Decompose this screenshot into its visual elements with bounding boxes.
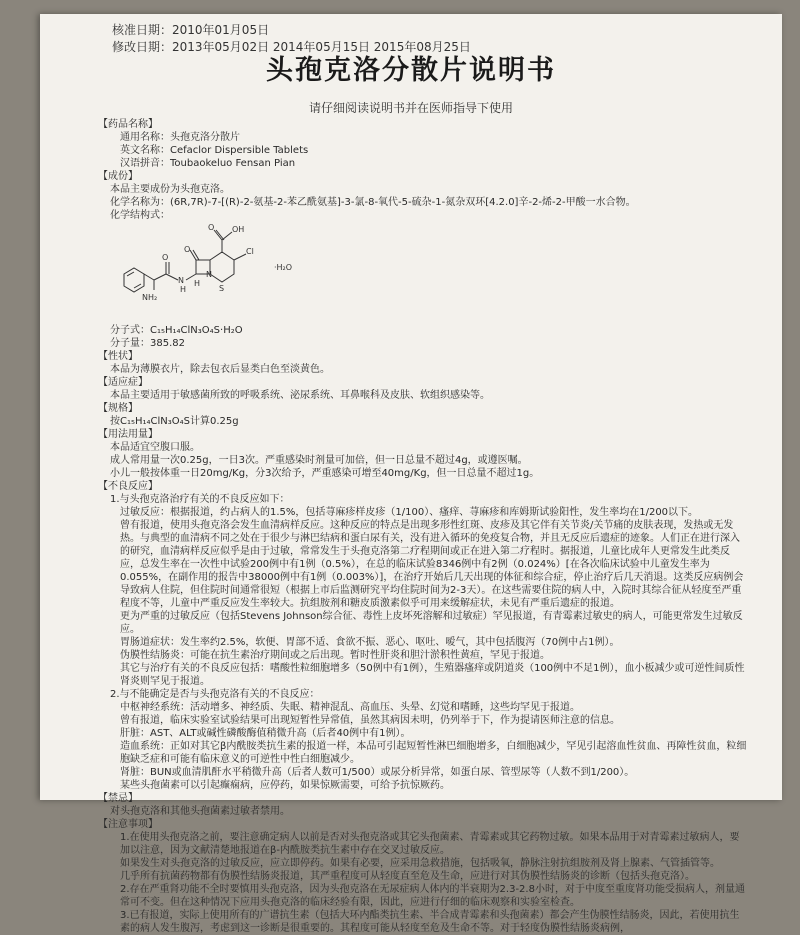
- section-spec: [98, 402, 748, 428]
- section-heading: 【注意事项】: [98, 819, 158, 830]
- atom-label: H: [180, 285, 187, 294]
- atom-label: O: [162, 253, 169, 262]
- section-heading: 【成份】: [98, 171, 138, 182]
- adverse-line: 造血系统：正如对其它β内酰胺类抗生素的报道一样，本品可引起短暂性淋巴细胞增多，白细胞减少，罕见引起溶血性贫血、再障性贫血，粒细胞缺乏症和可能有临床意义的可逆性中性白细胞减少。: [120, 741, 747, 765]
- adverse-line: 曾有报道，临床实验室试验结果可出现短暂性异常值，虽然其病因未明，仍列举于下，作为提请医师注意的信息。: [120, 715, 620, 726]
- adverse-line: 伪膜性结肠炎：可能在抗生素治疗期间或之后出现。暂时性肝炎和胆汁淤积性黄疸，罕见于报道。: [120, 650, 550, 661]
- leaflet-paper: [40, 14, 782, 934]
- adverse-line: 其它与治疗有关的不良反应包括：嗜酸性粒细胞增多（50例中有1例），生殖器瘙痒或阴道炎（100例中不足1例），血小板减少或可逆性间质性肾炎则罕见于报道。: [120, 663, 745, 687]
- section-heading: 【药品名称】: [98, 119, 158, 130]
- english-name: 英文名称：Cefaclor Dispersible Tablets: [120, 145, 309, 156]
- adverse-line: 中枢神经系统：活动增多、神经质、失眠、精神混乱、高血压、头晕、幻觉和嗜睡，这些均罕见于报道。: [120, 702, 580, 713]
- benzene-ring: [124, 268, 144, 292]
- atom-label: Cl: [246, 247, 254, 256]
- character-text: 本品为薄膜衣片，除去包衣后显类白色至淡黄色。: [110, 364, 330, 375]
- precaution-line: 2.存在严重肾功能不全时要慎用头孢克洛，因为头孢克洛在无尿症病人体内的半衰期为2.3-2.8小时，对于中度至重度肾功能受损病人，剂量通常可不变。但在这种情况下应用头孢克洛的临床经验有限，因此，应进行仔细的临床观察和实验室检查。: [120, 884, 745, 908]
- chemical-name: 化学名称为：(6R,7R)-7-[(R)-2-氨基-2-苯乙酰氨基]-3-氯-8-氧代-5-硫杂-1-氮杂双环[4.2.0]辛-2-烯-2-甲酸一水合物。: [110, 197, 636, 208]
- atom-label: S: [219, 284, 225, 293]
- adverse-line: 某些头孢菌素可以引起癫痫病，应停药，如果惊厥需要，可给予抗惊厥药。: [120, 780, 450, 791]
- molecular-weight: 分子量：385.82: [110, 338, 185, 349]
- date-block: [112, 22, 471, 56]
- contraindications-text: 对头孢克洛和其他头孢菌素过敏者禁用。: [110, 806, 290, 817]
- section-composition: [98, 170, 748, 350]
- precaution-line: 3.已有报道，实际上使用所有的广谱抗生素（包括大环内酯类抗生素、半合成青霉素和头孢菌素）都会产生伪膜性结肠炎，因此，若使用抗生素的病人发生腹泻，考虑到这一诊断是很重要的。其程度可能从轻度至危及生命不等。对于轻度伪膜性结肠炎病例，: [120, 910, 740, 934]
- adverse-line: 2.与不能确定是否与头孢克洛有关的不良反应：: [110, 689, 320, 700]
- section-heading: 【不良反应】: [98, 481, 158, 492]
- adverse-line: 曾有报道，使用头孢克洛会发生血清病样反应。这种反应的特点是出现多形性红斑、皮疹及其它伴有关节炎/关节痛的皮肤表现，发热或无发热。与典型的血清病不同之处在于很少与淋巴结病和蛋白尿有关，没有进入循环的免疫复合物，并且无反应后遗症的迹象。人们正在进行深入的研究，血清病样反应似乎是由于过敏，常常发生于头孢克洛第二疗程期间或正在进入第二疗程时。据报道，儿童比成年人更常发生此类反应，总发生率在一次性中试验200例中有1例（0.5%），在总的临床试验8346例中有2例（0.024%）[在各次临床试验中儿童发生率为0.055%，在副作用的报告中38000例中有1例（0.003%）]，在治疗开始后几天出现的体征和综合症，停止治疗后几天消退。这类反应病例会导致病人住院，但住院时间通常很短（根据上市后监测研究平均住院时间为2-3天）。在这些需要住院的病人中，入院时其综合征从轻度至严重程度不等，儿童中严重反应发生率较大。抗组胺剂和糖皮质激素似乎可用来缓解症状，未见有严重后遗症的报道。: [120, 520, 744, 609]
- indications-text: 本品主要适用于敏感菌所致的呼吸系统、泌尿系统、耳鼻喉科及皮肤、软组织感染等。: [110, 390, 490, 401]
- precaution-line: 几乎所有抗菌药物都有伪膜性结肠炎报道，其严重程度可从轻度直至危及生命，应进行对其伪膜性结肠炎的诊断（包括头孢克洛）。: [120, 871, 695, 882]
- section-adverse: [98, 480, 748, 792]
- atom-label: N: [178, 276, 184, 285]
- dihydrothiazine-ring: [210, 252, 234, 282]
- molecular-formula: 分子式：C₁₅H₁₄ClN₃O₄S·H₂O: [110, 325, 243, 336]
- adverse-line: 过敏反应：根据报道，约占病人的1.5%，包括荨麻疹样皮疹（1/100）、瘙痒、荨麻疹和库姆斯试验阳性，发生率均在1/200以下。: [120, 507, 699, 518]
- atom-label: N: [206, 270, 212, 279]
- section-drug-name: [98, 118, 748, 170]
- atom-label: OH: [232, 225, 245, 234]
- spec-text: 按C₁₅H₁₄ClN₃O₄S计算0.25g: [110, 416, 239, 427]
- atom-label: O: [208, 223, 215, 232]
- page-subtitle: 请仔细阅读说明书并在医师指导下使用: [308, 101, 513, 115]
- adverse-line: 肝脏：AST、ALT或碱性磷酸酶值稍微升高（后者40例中有1例）。: [120, 728, 411, 739]
- section-character: [98, 350, 748, 376]
- section-contraindications: [98, 792, 748, 818]
- dosage-line: 本品适宜空腹口服。: [110, 442, 200, 453]
- revision-date: 修改日期：2013年05月02日 2014年05月15日 2015年08月25日: [112, 40, 471, 54]
- structural-formula: [104, 222, 748, 324]
- approval-date: 核准日期：2010年01月05日: [112, 23, 270, 37]
- section-indications: [98, 376, 748, 402]
- main-ingredient: 本品主要成份为头孢克洛。: [110, 184, 230, 195]
- adverse-line: 1.与头孢克洛治疗有关的不良反应如下：: [110, 494, 290, 505]
- generic-name: 通用名称：头孢克洛分散片: [120, 132, 240, 143]
- section-heading: 【规格】: [98, 403, 138, 414]
- precaution-line: 如果发生对头孢克洛的过敏反应，应立即停药。如果有必要，应采用急救措施，包括吸氧，静脉注射抗组胺剂及肾上腺素、气管插管等。: [120, 858, 720, 869]
- atom-label: H: [194, 279, 201, 288]
- hydrate-label: ·H₂O: [274, 263, 293, 272]
- section-precautions: [98, 818, 748, 935]
- atom-label: NH₂: [142, 293, 158, 302]
- precaution-line: 1.在使用头孢克洛之前，要注意确定病人以前是否对头孢克洛或其它头孢菌素、青霉素或其它药物过敏。如果本品用于对青霉素过敏病人，要加以注意，因为文献清楚地报道在β-内酰胺类抗生素中存在交叉过敏反应。: [120, 832, 740, 856]
- dosage-line: 小儿一般按体重一日20mg/Kg，分3次给予，严重感染可增至40mg/Kg，但一日总量不超过1g。: [110, 468, 540, 479]
- atom-label: O: [184, 245, 191, 254]
- structure-label: 化学结构式：: [110, 210, 170, 221]
- dosage-line: 成人常用量一次0.25g，一日3次。严重感染时剂量可加倍，但一日总量不超过4g，或遵医嘱。: [110, 455, 528, 466]
- section-heading: 【性状】: [98, 351, 138, 362]
- structural-formula-drawing: [104, 222, 334, 324]
- section-dosage: [98, 428, 748, 480]
- adverse-line: 胃肠道症状：发生率约2.5%，软便、胃部不适、食欲不振、恶心、呕吐、嗳气，其中包括腹泻（70例中占1例）。: [120, 637, 620, 648]
- section-heading: 【禁忌】: [98, 793, 138, 804]
- leaflet-content: [98, 118, 748, 935]
- page-title: 头孢克洛分散片说明书: [266, 55, 556, 86]
- section-heading: 【适应症】: [98, 377, 148, 388]
- adverse-line: 更为严重的过敏反应（包括Stevens Johnson综合征、毒性上皮坏死溶解和过敏症）罕见报道，有青霉素过敏史的病人，可能更常发生过敏反应。: [120, 611, 743, 635]
- adverse-line: 肾脏：BUN或血清肌酐水平稍微升高（后者人数可1/500）或尿分析异常，如蛋白尿、管型尿等（人数不到1/200）。: [120, 767, 635, 778]
- section-heading: 【用法用量】: [98, 429, 158, 440]
- pinyin-name: 汉语拼音：Toubaokeluo Fensan Pian: [120, 158, 296, 169]
